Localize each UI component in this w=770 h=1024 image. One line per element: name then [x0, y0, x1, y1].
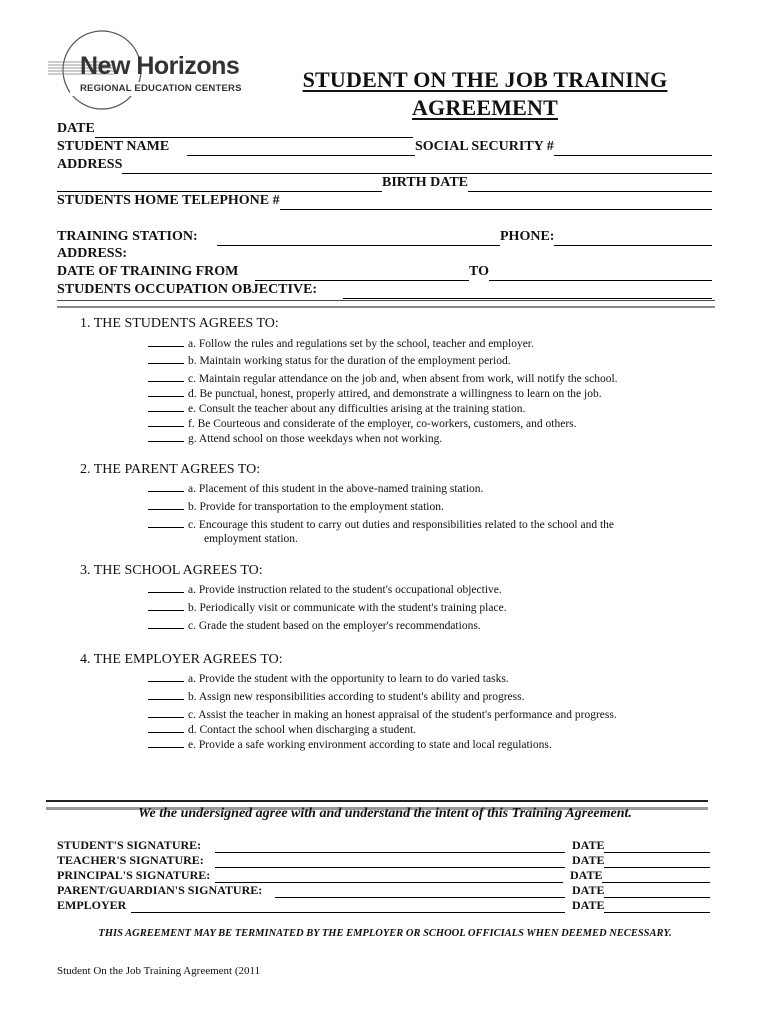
list-item: a. Provide the student with the opportunity to learn to do varied tasks.	[148, 671, 509, 686]
training-station-row	[57, 228, 712, 246]
home-phone-field[interactable]	[280, 196, 712, 210]
logo-subtitle: REGIONAL EDUCATION CENTERS	[80, 83, 242, 94]
student-name-label: STUDENT NAME	[57, 139, 170, 154]
date-to-field[interactable]	[489, 267, 712, 281]
initial-blank[interactable]	[148, 336, 184, 347]
section-heading: 1. THE STUDENTS AGREES TO:	[80, 316, 279, 331]
list-item: f. Be Courteous and considerate of the employer, co-workers, customers, and others.	[148, 416, 577, 431]
student-signature-field[interactable]	[215, 841, 565, 853]
signature-date-field[interactable]	[604, 901, 710, 913]
list-item: a. Provide instruction related to the student's occupational objective.	[148, 582, 502, 597]
list-item: e. Consult the teacher about any difficulties arising at the training station.	[148, 401, 525, 416]
section-heading: 2. THE PARENT AGREES TO:	[80, 462, 261, 477]
home-phone-label: STUDENTS HOME TELEPHONE #	[57, 193, 280, 208]
birth-date-label: BIRTH DATE	[382, 175, 468, 190]
list-item: e. Provide a safe working environment according to state and local regulations.	[148, 737, 552, 752]
phone-field[interactable]	[554, 232, 712, 246]
signature-row	[57, 868, 710, 883]
birth-date-row	[57, 174, 712, 192]
parent-signature-field[interactable]	[275, 886, 565, 898]
ssn-label: SOCIAL SECURITY #	[415, 139, 554, 154]
date-label: DATE	[572, 838, 605, 852]
initial-blank[interactable]	[148, 401, 184, 412]
initial-blank[interactable]	[148, 353, 184, 364]
undersigned-statement: We the undersigned agree with and understand the intent of this Training Agreement.	[138, 806, 632, 821]
objective-label: STUDENTS OCCUPATION OBJECTIVE:	[57, 282, 318, 297]
initial-blank[interactable]	[148, 481, 184, 492]
section-heading: 3. THE SCHOOL AGREES TO:	[80, 563, 263, 578]
phone-label: PHONE:	[500, 229, 555, 244]
initial-blank[interactable]	[148, 707, 184, 718]
list-item: d. Be punctual, honest, properly attired, and demonstrate a willingness to learn on the job.	[148, 386, 602, 401]
address-field[interactable]	[122, 160, 712, 174]
signature-date-field[interactable]	[604, 856, 710, 868]
title-line-1: STUDENT ON THE JOB TRAINING	[302, 67, 668, 92]
student-name-field[interactable]	[187, 142, 415, 156]
signature-row	[57, 853, 710, 868]
signature-label: PARENT/GUARDIAN'S SIGNATURE:	[57, 883, 263, 897]
employer-signature-field[interactable]	[131, 901, 565, 913]
signature-row	[57, 883, 710, 898]
ssn-field[interactable]	[554, 142, 712, 156]
initial-blank[interactable]	[148, 689, 184, 700]
initial-blank[interactable]	[148, 499, 184, 510]
signature-label: TEACHER'S SIGNATURE:	[57, 853, 204, 867]
date-label: DATE	[57, 121, 95, 136]
divider	[57, 300, 715, 308]
address-label: ADDRESS	[57, 157, 123, 172]
termination-notice: THIS AGREEMENT MAY BE TERMINATED BY THE EMPLOYER OR SCHOOL OFFICIALS WHEN DEEMED NECESSARY.	[98, 928, 672, 939]
signature-label: PRINCIPAL'S SIGNATURE:	[57, 868, 211, 882]
date-label: DATE	[572, 898, 605, 912]
signature-date-field[interactable]	[604, 841, 710, 853]
birth-date-field[interactable]	[468, 178, 712, 192]
list-item: b. Periodically visit or communicate with the student's training place.	[148, 600, 507, 615]
list-item: g. Attend school on those weekdays when not working.	[148, 431, 442, 446]
date-from-field[interactable]	[255, 267, 469, 281]
list-item: b. Assign new responsibilities according to student's ability and progress.	[148, 689, 525, 704]
date-row	[57, 120, 712, 138]
objective-row	[57, 281, 712, 299]
initial-blank[interactable]	[148, 431, 184, 442]
list-item-continuation: employment station.	[204, 533, 298, 545]
list-item: a. Placement of this student in the above-named training station.	[148, 481, 483, 496]
date-from-label: DATE OF TRAINING FROM	[57, 264, 239, 279]
initial-blank[interactable]	[148, 371, 184, 382]
list-item: c. Assist the teacher in making an honest appraisal of the student's performance and progress.	[148, 707, 617, 722]
list-item: b. Provide for transportation to the employment station.	[148, 499, 444, 514]
signature-date-field[interactable]	[602, 871, 710, 883]
date-to-label: TO	[469, 264, 489, 279]
signature-date-field[interactable]	[604, 886, 710, 898]
list-item: a. Follow the rules and regulations set by the school, teacher and employer.	[148, 336, 534, 351]
initial-blank[interactable]	[148, 600, 184, 611]
address-line-2-field[interactable]	[57, 178, 382, 192]
title-line-2: AGREEMENT	[411, 95, 559, 120]
list-item: d. Contact the school when discharging a student.	[148, 722, 416, 737]
initial-blank[interactable]	[148, 671, 184, 682]
signature-label: EMPLOYER	[57, 898, 127, 912]
page-title	[270, 66, 700, 122]
signature-row	[57, 838, 710, 853]
logo-name: New Horizons	[80, 52, 240, 80]
initial-blank[interactable]	[148, 416, 184, 427]
list-item: c. Encourage this student to carry out duties and responsibilities related to the school and the	[148, 517, 614, 532]
list-item: b. Maintain working status for the duration of the employment period.	[148, 353, 511, 368]
signature-label: STUDENT'S SIGNATURE:	[57, 838, 202, 852]
date-field[interactable]	[95, 124, 413, 138]
objective-field[interactable]	[343, 285, 712, 299]
date-label: DATE	[572, 853, 605, 867]
address-row	[57, 156, 712, 174]
date-label: DATE	[572, 883, 605, 897]
principal-signature-field[interactable]	[215, 871, 563, 883]
home-phone-row	[57, 192, 712, 210]
training-address-label: ADDRESS:	[57, 246, 128, 261]
initial-blank[interactable]	[148, 386, 184, 397]
date-label: DATE	[570, 868, 603, 882]
initial-blank[interactable]	[148, 517, 184, 528]
new-horizons-logo	[44, 26, 254, 112]
training-station-label: TRAINING STATION:	[57, 229, 198, 244]
list-item: c. Maintain regular attendance on the job and, when absent from work, will notify the school.	[148, 371, 618, 386]
section-heading: 4. THE EMPLOYER AGREES TO:	[80, 652, 283, 667]
initial-blank[interactable]	[148, 722, 184, 733]
student-name-row	[57, 138, 712, 156]
teacher-signature-field[interactable]	[215, 856, 565, 868]
signature-row	[57, 898, 710, 913]
initial-blank[interactable]	[148, 582, 184, 593]
footer-text: Student On the Job Training Agreement (2011	[57, 965, 261, 977]
initial-blank[interactable]	[148, 618, 184, 629]
training-station-field[interactable]	[217, 232, 500, 246]
training-dates-row	[57, 263, 712, 281]
training-address-row	[57, 245, 712, 263]
initial-blank[interactable]	[148, 737, 184, 748]
list-item: c. Grade the student based on the employer's recommendations.	[148, 618, 481, 633]
